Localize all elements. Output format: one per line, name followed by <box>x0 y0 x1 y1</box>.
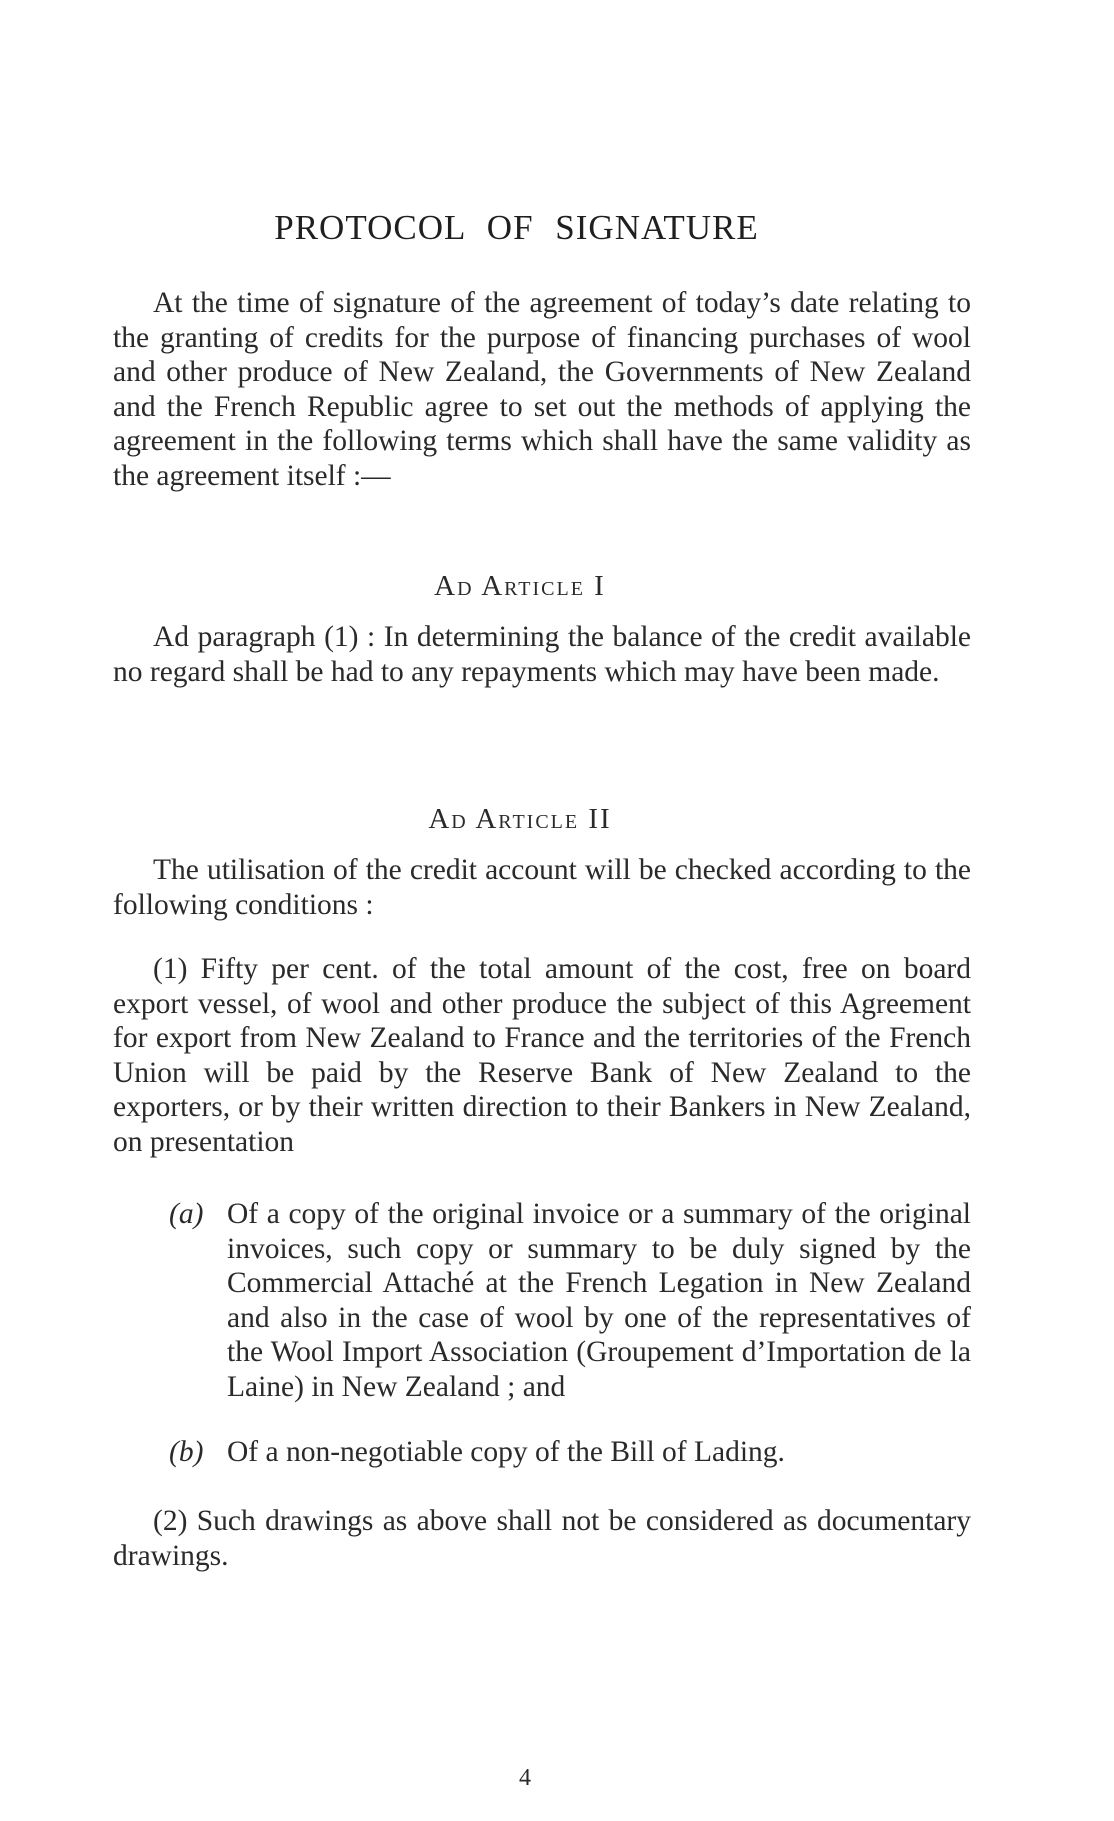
item-a-text: Of a copy of the original invoice or a summary of the original invoices, such copy or summary to be duly signed by the Commercial Attaché at the French Legation in New Zealand and also in the case of wool by one of the representatives of the Wool Import Association (Groupement d’Importation de la Laine) in New Zealand ; and <box>227 1198 971 1403</box>
article-1-heading: Ad Article I <box>434 570 606 602</box>
item-b-text: Of a non-negotiable copy of the Bill of Lading. <box>227 1436 785 1468</box>
item-b-label: (b) <box>169 1436 204 1468</box>
document-title: PROTOCOL OF SIGNATURE <box>274 208 759 247</box>
article-2-para-1: (1) Fifty per cent. of the total amount of the cost, free on board export vessel, of wool and other produce the subject of this Agreement for export from New Zealand to France and the territories of the French Union will be paid by the Reserve Bank of New Zealand to the exporters, or by their written direction to their Bankers in New Zealand, on presentation <box>113 953 971 1158</box>
article-2-para-2: (2) Such drawings as above shall not be considered as documentary drawings. <box>113 1505 971 1572</box>
article-1-block <box>113 620 971 689</box>
article-2-para-2-block <box>113 1504 971 1573</box>
article-2-intro-block <box>113 853 971 922</box>
article-1-paragraph: Ad paragraph (1) : In determining the balance of the credit available no regard shall be had to any repayments which may have been made. <box>113 621 971 688</box>
article-2-intro: The utilisation of the credit account will be checked according to the following conditions : <box>113 854 971 921</box>
page-number: 4 <box>519 1765 531 1791</box>
item-a <box>169 1197 971 1405</box>
item-a-label: (a) <box>169 1198 204 1230</box>
item-a-block <box>169 1197 971 1405</box>
item-b <box>169 1435 971 1470</box>
item-b-block <box>169 1435 971 1470</box>
intro-paragraph-block <box>113 286 971 494</box>
article-2-heading: Ad Article II <box>428 803 612 835</box>
article-2-para-1-block <box>113 952 971 1160</box>
intro-paragraph: At the time of signature of the agreement of today’s date relating to the granting of credits for the purpose of financing purchases of wool and other produce of New Zealand, the Governments of New Zealand and the French Republic agree to set out the methods of applying the agreement in the following terms which shall have the same validity as the agreement itself :— <box>113 287 971 492</box>
